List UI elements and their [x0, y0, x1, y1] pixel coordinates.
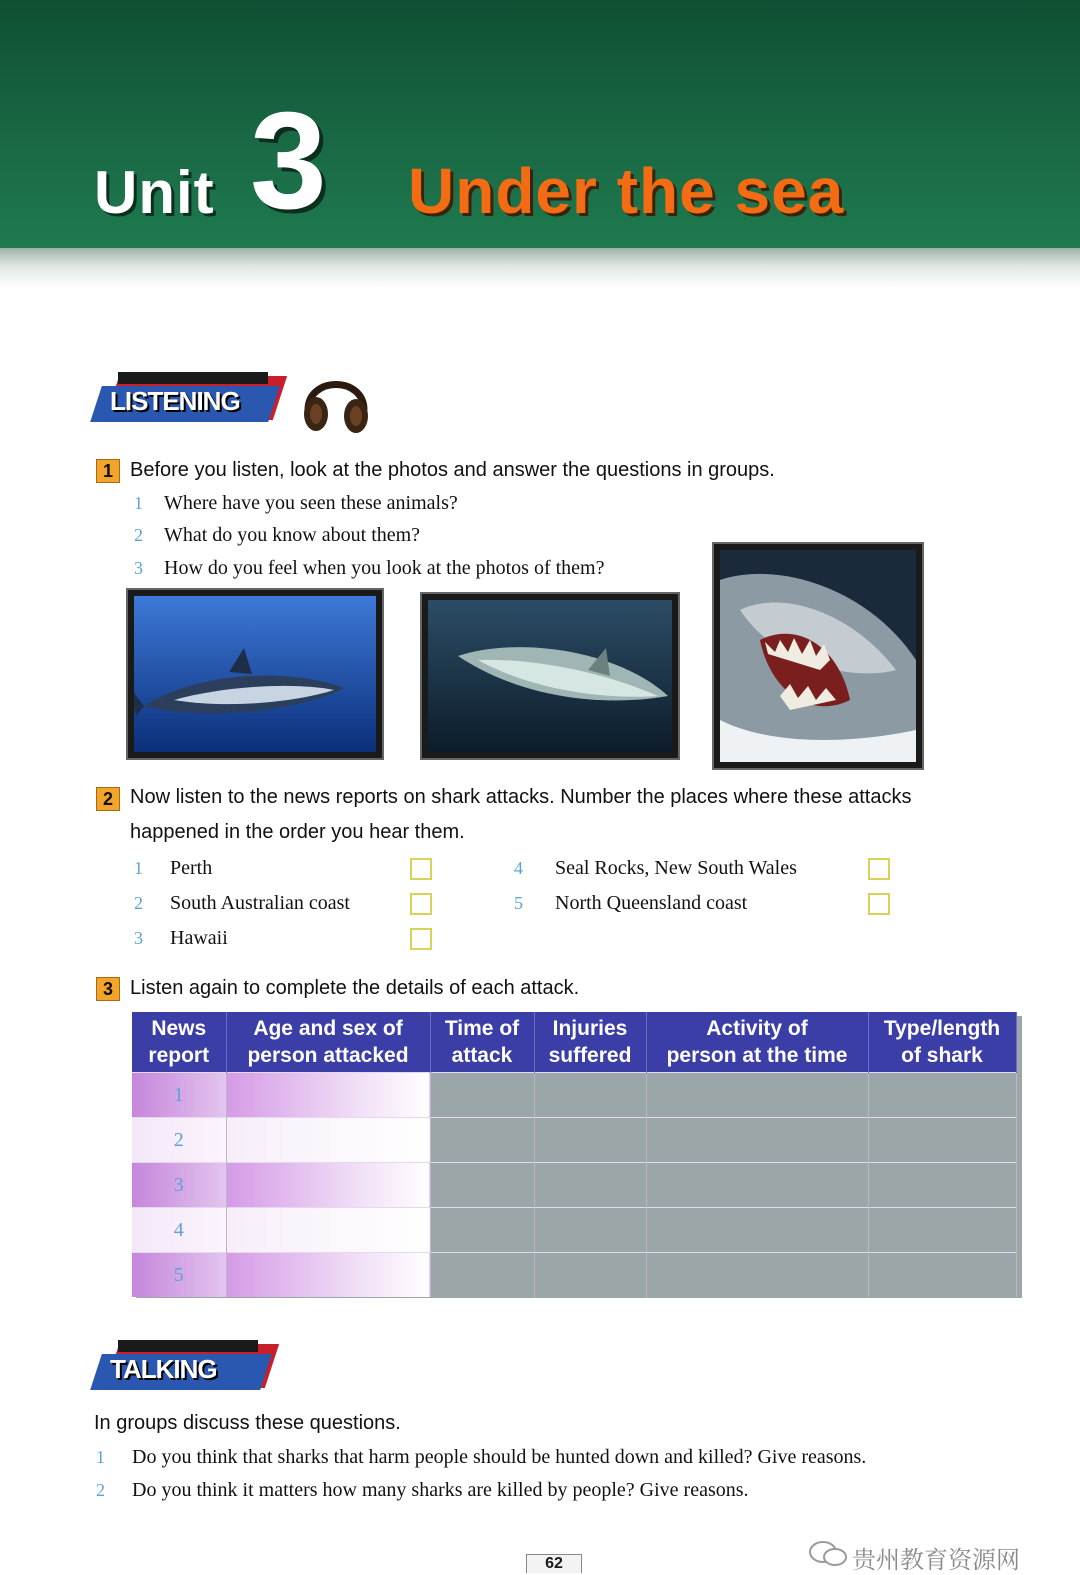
talking-banner: [96, 1340, 286, 1392]
chat-bubble-icon: [808, 1540, 848, 1568]
header-activity: Activity of person at the time: [646, 1012, 868, 1073]
table-cell[interactable]: [646, 1253, 868, 1298]
q1-item-number: 1: [134, 493, 143, 513]
table-row: [132, 1208, 1016, 1253]
table-cell[interactable]: [868, 1118, 1016, 1163]
place-order-box[interactable]: [410, 893, 432, 915]
table-cell[interactable]: [226, 1208, 430, 1253]
place-name: North Queensland coast: [555, 892, 748, 914]
header-time: Time of attack: [430, 1012, 534, 1073]
row-number: 5: [132, 1253, 226, 1298]
talking-intro: In groups discuss these questions.: [94, 1412, 401, 1434]
table-cell[interactable]: [430, 1253, 534, 1298]
table-cell[interactable]: [534, 1073, 646, 1118]
place-order-box[interactable]: [410, 928, 432, 950]
unit-label: Unit: [94, 159, 215, 226]
table-cell[interactable]: [868, 1208, 1016, 1253]
row-number: 3: [132, 1163, 226, 1208]
question-2-text-line2: happened in the order you hear them.: [130, 821, 465, 843]
question-2-number: 2: [96, 787, 120, 811]
table-cell[interactable]: [430, 1118, 534, 1163]
q1-item-text: Where have you seen these animals?: [164, 492, 458, 514]
table-cell[interactable]: [226, 1073, 430, 1118]
unit-title: Under the sea: [408, 155, 845, 227]
table-row: [132, 1163, 1016, 1208]
table-cell[interactable]: [868, 1253, 1016, 1298]
table-cell[interactable]: [868, 1163, 1016, 1208]
table-header-row: [132, 1012, 1016, 1073]
table-cell[interactable]: [226, 1163, 430, 1208]
table-cell[interactable]: [430, 1163, 534, 1208]
header-injuries: Injuries suffered: [534, 1012, 646, 1073]
shark-photo-2: [422, 594, 678, 758]
question-1-text: Before you listen, look at the photos and answer the questions in groups.: [130, 459, 775, 481]
attack-details-table: [132, 1012, 1017, 1297]
question-3-text: Listen again to complete the details of each attack.: [130, 977, 580, 999]
shark-photo-1: [128, 590, 382, 758]
table-row: [132, 1118, 1016, 1163]
row-number: 4: [132, 1208, 226, 1253]
table-cell[interactable]: [646, 1163, 868, 1208]
table-cell[interactable]: [646, 1208, 868, 1253]
table-cell[interactable]: [646, 1118, 868, 1163]
table-row: [132, 1073, 1016, 1118]
place-number: 3: [134, 928, 143, 948]
table-row: [132, 1253, 1016, 1298]
talking-item-text: Do you think it matters how many sharks are killed by people? Give reasons.: [132, 1479, 749, 1501]
talking-item-number: 2: [96, 1480, 105, 1500]
place-order-box[interactable]: [868, 893, 890, 915]
talking-banner-text: TALKING: [110, 1354, 217, 1384]
q1-item-text: How do you feel when you look at the photos of them?: [164, 557, 605, 579]
listening-banner-text: LISTENING: [110, 386, 240, 416]
question-2-text-line1: Now listen to the news reports on shark attacks. Number the places where these attacks: [130, 786, 912, 808]
place-name: Perth: [170, 857, 213, 879]
place-number: 1: [134, 858, 143, 878]
table-cell[interactable]: [534, 1163, 646, 1208]
place-order-box[interactable]: [410, 858, 432, 880]
table-cell[interactable]: [226, 1118, 430, 1163]
q1-item-text: What do you know about them?: [164, 524, 421, 546]
q1-item-number: 2: [134, 525, 143, 545]
place-number: 4: [514, 858, 523, 878]
row-number: 2: [132, 1118, 226, 1163]
question-3-number: 3: [96, 977, 120, 1001]
table-cell[interactable]: [868, 1073, 1016, 1118]
row-number: 1: [132, 1073, 226, 1118]
page-number: 62: [526, 1554, 582, 1573]
table-cell[interactable]: [534, 1253, 646, 1298]
unit-number: 3: [250, 84, 327, 238]
header-news-report: News report: [132, 1012, 226, 1073]
watermark: 贵州教育资源网: [852, 1546, 1020, 1574]
headphones-icon: [298, 366, 378, 436]
place-name: South Australian coast: [170, 892, 350, 914]
table-cell[interactable]: [430, 1208, 534, 1253]
table-cell[interactable]: [646, 1073, 868, 1118]
shark-jaws-photo: [714, 544, 922, 768]
question-1-number: 1: [96, 459, 120, 483]
header-age-sex: Age and sex of person attacked: [226, 1012, 430, 1073]
table-cell[interactable]: [226, 1253, 430, 1298]
talking-item-text: Do you think that sharks that harm people should be hunted down and killed? Give reasons.: [132, 1446, 867, 1468]
table-cell[interactable]: [534, 1208, 646, 1253]
header-fade: [0, 248, 1080, 288]
talking-item-number: 1: [96, 1447, 105, 1467]
table-cell[interactable]: [534, 1118, 646, 1163]
place-number: 2: [134, 893, 143, 913]
place-order-box[interactable]: [868, 858, 890, 880]
place-number: 5: [514, 893, 523, 913]
q1-item-number: 3: [134, 558, 143, 578]
listening-banner: [96, 372, 286, 424]
place-name: Hawaii: [170, 927, 228, 949]
place-name: Seal Rocks, New South Wales: [555, 857, 797, 879]
header-shark-type: Type/length of shark: [868, 1012, 1016, 1073]
table-cell[interactable]: [430, 1073, 534, 1118]
